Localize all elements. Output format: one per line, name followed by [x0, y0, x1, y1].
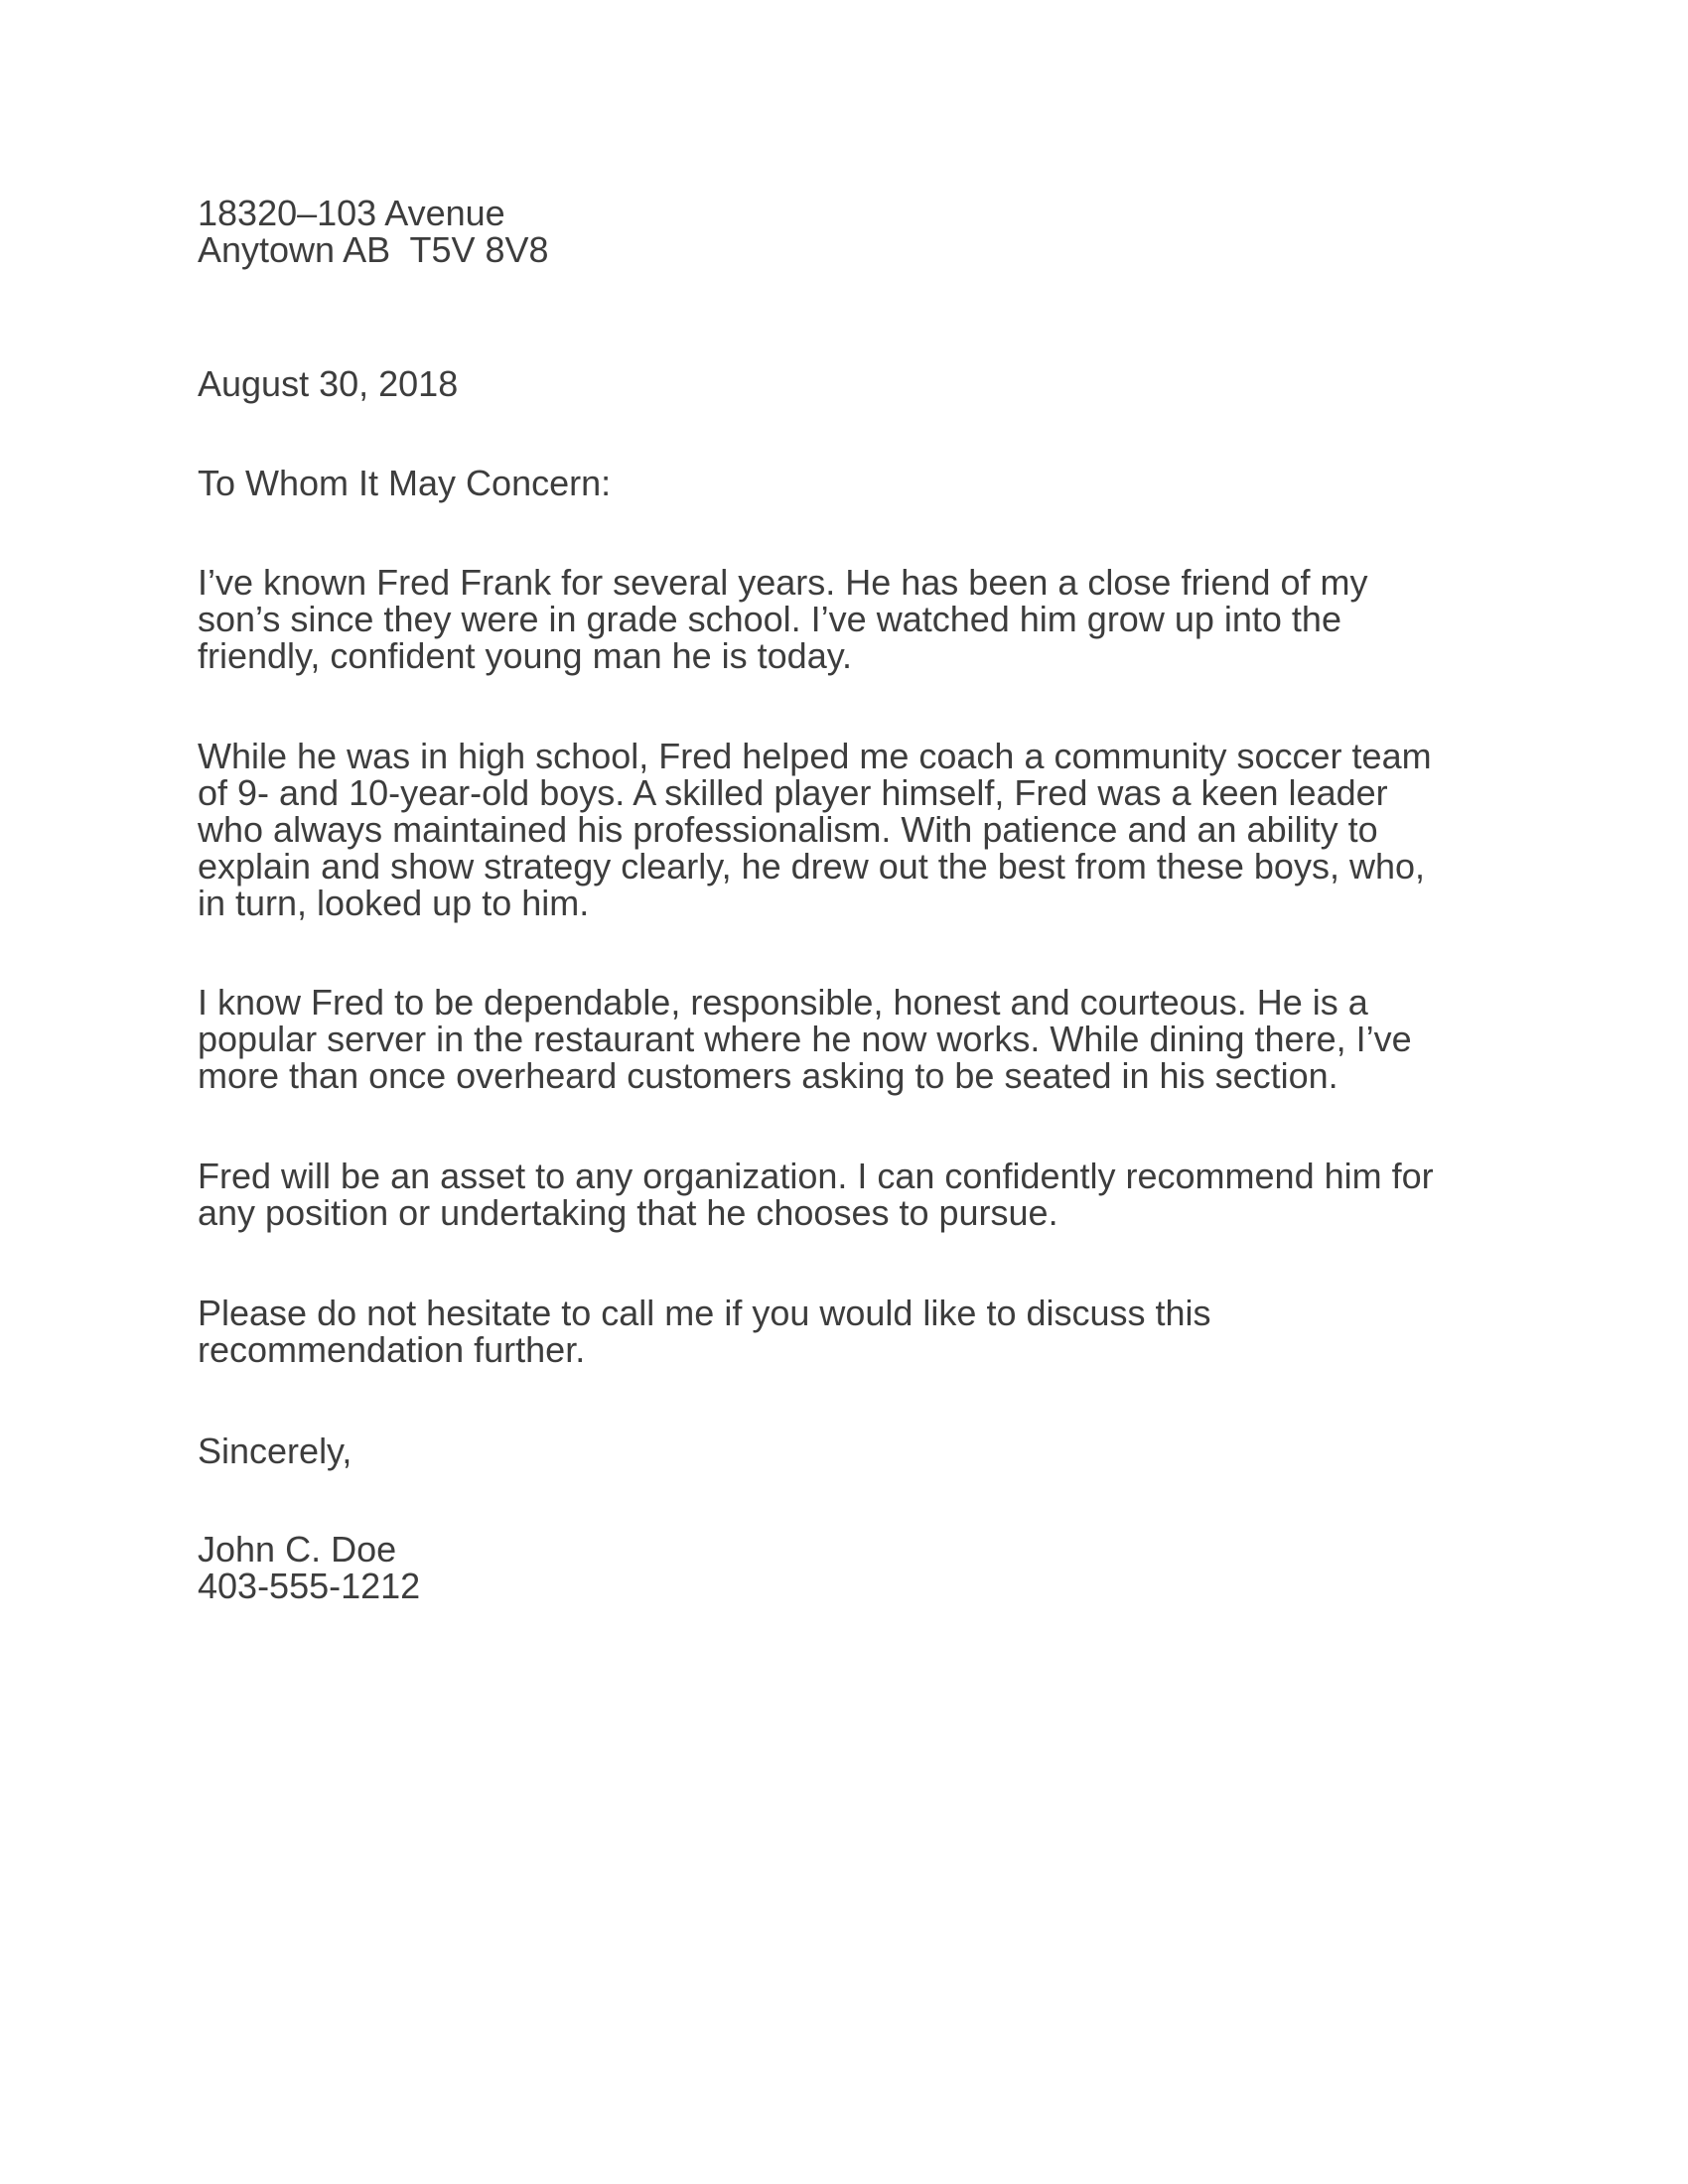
letter-date: August 30, 2018	[198, 363, 459, 404]
paragraph-2-line-1: While he was in high school, Fred helped me coach a community soccer team	[198, 736, 1432, 776]
paragraph-3-line-2: popular server in the restaurant where he now works. While dining there, I’ve	[198, 1019, 1412, 1059]
paragraph-2-line-3: who always maintained his professionalism. With patience and an ability to	[198, 809, 1378, 850]
signature-phone: 403-555-1212	[198, 1566, 421, 1606]
paragraph-2-line-2: of 9- and 10-year-old boys. A skilled player himself, Fred was a keen leader	[198, 772, 1388, 813]
paragraph-3-line-3: more than once overheard customers asking to be seated in his section.	[198, 1055, 1338, 1096]
paragraph-2-line-4: explain and show strategy clearly, he drew out the best from these boys, who,	[198, 846, 1425, 887]
paragraph-1-line-1: I’ve known Fred Frank for several years. He has been a close friend of my	[198, 562, 1368, 603]
paragraph-5-line-2: recommendation further.	[198, 1329, 586, 1370]
closing: Sincerely,	[198, 1431, 352, 1471]
paragraph-4-line-2: any position or undertaking that he chooses to pursue.	[198, 1192, 1058, 1233]
address-line-1: 18320–103 Avenue	[198, 193, 505, 233]
paragraph-1-line-3: friendly, confident young man he is today.	[198, 635, 853, 676]
paragraph-3-line-1: I know Fred to be dependable, responsible, honest and courteous. He is a	[198, 982, 1368, 1023]
paragraph-4-line-1: Fred will be an asset to any organization. I can confidently recommend him for	[198, 1156, 1434, 1196]
paragraph-1-line-2: son’s since they were in grade school. I’ve watched him grow up into the	[198, 599, 1341, 639]
paragraph-2-line-5: in turn, looked up to him.	[198, 883, 590, 923]
address-line-2: Anytown AB T5V 8V8	[198, 229, 549, 270]
signature-name: John C. Doe	[198, 1529, 397, 1570]
paragraph-5-line-1: Please do not hesitate to call me if you would like to discuss this	[198, 1293, 1211, 1333]
salutation: To Whom It May Concern:	[198, 463, 612, 503]
